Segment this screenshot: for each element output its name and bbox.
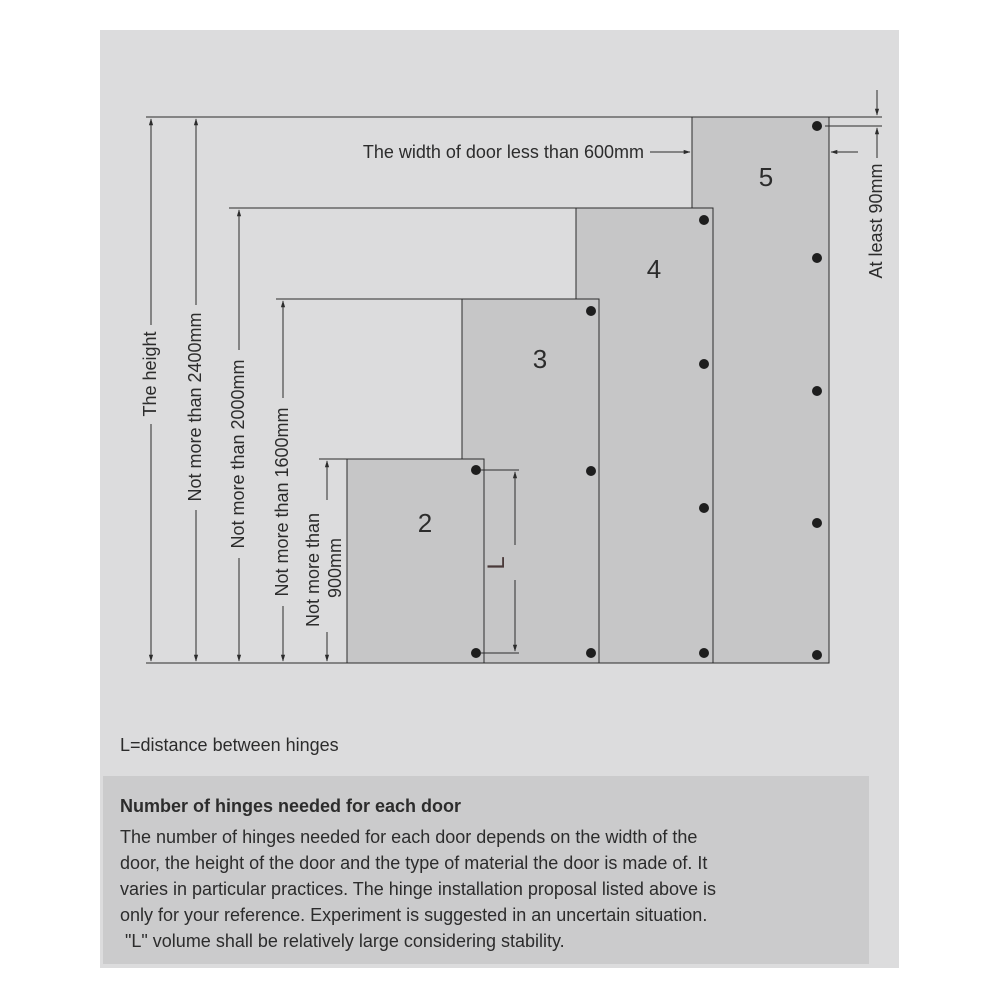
notes-line: only for your reference. Experiment is suggested in an uncertain situation. xyxy=(120,905,708,925)
width-note: The width of door less than 600mm xyxy=(362,142,644,162)
door-number-5: 5 xyxy=(758,162,774,192)
hinge-dot xyxy=(586,306,596,316)
door-number-2: 2 xyxy=(417,508,433,538)
hinge-dot xyxy=(699,648,709,658)
notes-title: Number of hinges needed for each door xyxy=(120,796,462,816)
hinge-dot xyxy=(699,503,709,513)
notes-body xyxy=(120,824,852,954)
limit-900-label-line1: Not more than xyxy=(303,512,323,628)
hinge-dot xyxy=(471,648,481,658)
legend-text: L=distance between hinges xyxy=(120,735,339,755)
hinge-dot xyxy=(812,650,822,660)
height-label: The height xyxy=(140,331,160,417)
limit-1600-label: Not more than 1600mm xyxy=(272,407,292,597)
door-number-3: 3 xyxy=(532,344,548,374)
notes-line: "L" volume shall be relatively large considering stability. xyxy=(120,931,565,951)
hinge-dot xyxy=(812,518,822,528)
notes-box xyxy=(103,776,869,964)
limit-2000-label: Not more than 2000mm xyxy=(228,359,248,549)
notes-line: The number of hinges needed for each door depends on the width of the xyxy=(120,827,698,847)
hinge-dot xyxy=(699,215,709,225)
hinge-dot xyxy=(812,253,822,263)
door-number-4: 4 xyxy=(646,254,662,284)
hinge-dot xyxy=(586,466,596,476)
hinge-dot xyxy=(812,386,822,396)
offset-note: At least 90mm xyxy=(866,163,886,279)
hinge-dot xyxy=(586,648,596,658)
hinge-dot xyxy=(812,121,822,131)
door-2 xyxy=(347,459,484,663)
l-label: L xyxy=(483,556,510,570)
hinge-dot xyxy=(471,465,481,475)
hinge-dot xyxy=(699,359,709,369)
limit-2400-label: Not more than 2400mm xyxy=(185,312,205,502)
limit-900-label-line2: 900mm xyxy=(325,537,345,599)
notes-line: varies in particular practices. The hinge installation proposal listed above is xyxy=(120,879,716,899)
notes-line: door, the height of the door and the type of material the door is made of. It xyxy=(120,853,708,873)
